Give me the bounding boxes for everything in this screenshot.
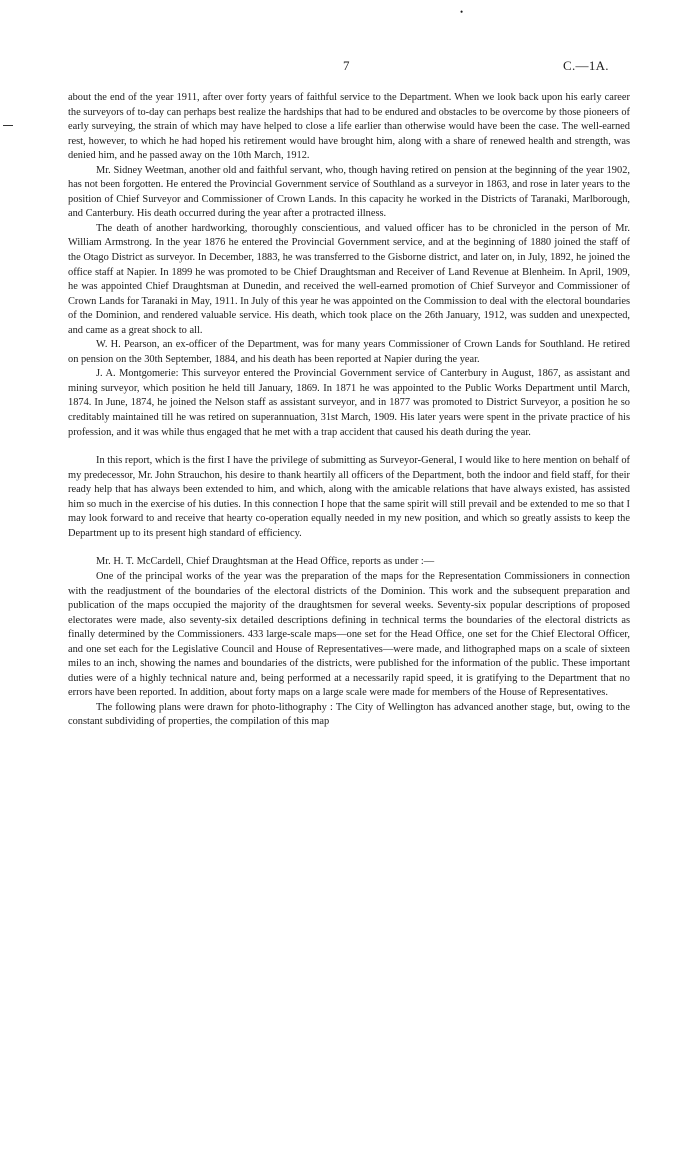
paragraph-pearson: W. H. Pearson, an ex-officer of the Department, was for many years Commissioner of Crown Lands for Southland. He retired on pension on the 30th September, 1884, and his death has been reported at Napier during the year. [68, 339, 630, 365]
paragraph-continuation: about the end of the year 1911, after over forty years of faithful service to the Department. When we look back upon his early career the surveyors of to-day can perhaps best realize the hardships that had to be endured and obstacles to be overcome by those pioneers of early surveying, the strain of which may have helped to close a life earlier than otherwise would have been the case. The well-earned rest, however, to which he had hoped his retirement would have brought him, along with a share of renewed health and strength, was denied him, and he passed away on the 10th March, 1912. [68, 92, 630, 162]
paragraph-armstrong: The death of another hardworking, thoroughly conscientious, and valued officer has to be chronicled in the person of Mr. William Armstrong. In the year 1876 he entered the Provincial Government service, and at the beginning of 1880 joined the staff of the Otago District as surveyor. In December, 1883, he was transferred to the Gisborne district, and later on, in July, 1892, he joined the office staff at Napier. In 1899 he was promoted to be Chief Draughtsman and Receiver of Land Revenue at Blenheim. In April, 1909, he was appointed Chief Draughtsman at Dunedin, and received the well-earned promotion of Chief Surveyor and Commissioner of Crown Lands for Taranaki in May, 1911. In July of this year he was appointed on the Commission to deal with the electoral boundaries of the Dominion, and rendered valuable service. His death, which took place on the 26th January, 1912, was sudden and unexpected, and came as a great shock to all. [68, 222, 630, 336]
paragraph-report-intro: Mr. H. T. McCardell, Chief Draughtsman at the Head Office, reports as under :— [96, 556, 435, 568]
document-reference: C.—1A. [563, 58, 609, 73]
paragraph-photo-lithography: The following plans were drawn for photo-lithography : The City of Wellington has advanced another stage, but, owing to the constant subdividing of properties, the compilation of this map [68, 701, 630, 728]
paragraph-weetman: Mr. Sidney Weetman, another old and faithful servant, who, though having retired on pension at the beginning of the year 1902, has not been forgotten. He entered the Provincial Government service of Southland as a surveyor in 1863, and rose in later years to the position of Chief Surveyor and Commissioner of Crown Lands. In this capacity he worked in the Districts of Taranaki, Marlborough, and Canterbury. His death occurred during the year after a protracted illness. [68, 164, 630, 220]
paragraph-electoral-maps: One of the principal works of the year was the preparation of the maps for the Representation Commissioners in connection with the readjustment of the boundaries of the electoral districts of the Dominion. This work and the subsequent preparation and publication of the maps occupied the majority of the draughtsmen for several weeks. Seventy-six popular descriptions of proposed electorates were made, also seventy-six detailed descriptions defining in technical terms the boundaries of the electoral districts as finally determined by the Commissioners. 433 large-scale maps—one set for the Head Office, one set for the Chief Electoral Officer, and one set each for the Legislative Council and House of Representatives—were made, and lithographed maps on a scale of sixteen miles to an inch, showing the names and boundaries of the districts, were published for the information of the public. These important duties were of a highly technical nature and, being performed at a necessarily rapid speed, it is gratifying to the Department that no errors have been reported. In addition, about forty maps on a large scale were made for members of the House of Representatives. [68, 570, 630, 699]
paragraph-surveyor-general: In this report, which is the first I have the privilege of submitting as Surveyor-General, I would like to here mention on behalf of my predecessor, Mr. John Strauchon, his desire to thank heartily all officers of the Department, both the indoor and field staff, for their ready help that has always been extended to him, and which, along with the amicable relations that have always existed, has assisted him so much in the exercise of his duties. In this connection I hope that the same spirit will still prevail and be extended to me so that I may look forward to and receive that hearty co-operation equally needed in my new position, and which so greatly assists to keep the Department up to its present high standard of efficiency. [68, 455, 630, 539]
margin-mark [3, 125, 13, 126]
speck-mark: • [460, 7, 464, 17]
body-text [68, 91, 630, 730]
page-number: 7 [343, 58, 350, 73]
paragraph-montgomerie: J. A. Montgomerie: This surveyor entered the Provincial Government service of Canterbury in August, 1867, as assistant and mining surveyor, which position he held till January, 1869. In 1871 he was appointed to the Public Works Department until March, 1874. In June, 1874, he joined the Nelson staff as assistant surveyor, and in 1877 was promoted to District Surveyor, a position he so creditably maintained till he was retired on superannuation, 31st March, 1909. His later years were spent in the private practice of his profession, and it was while thus engaged that he met with a trap accident that caused his death during the year. [68, 368, 630, 438]
